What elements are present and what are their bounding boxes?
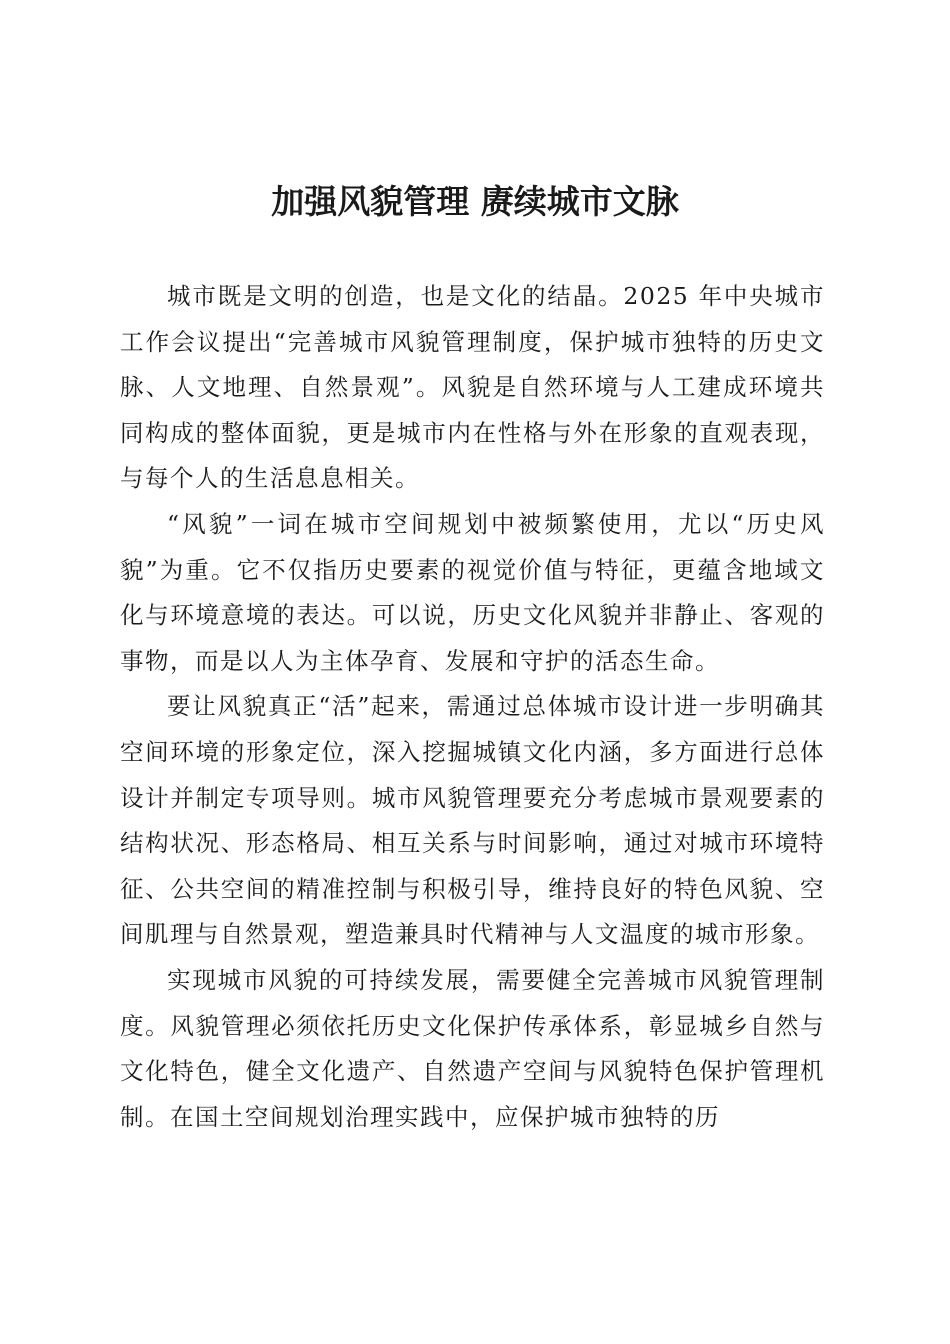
article-body <box>120 274 825 1140</box>
paragraph-2: “风貌”一词在城市空间规划中被频繁使用，尤以“历史风貌”为重。它不仅指历史要素的视觉价值与特征，更蕴含地域文化与环境意境的表达。可以说，历史文化风貌并非静止、客观的事物，而是以人为主体孕育、发展和守护的活态生命。 <box>120 509 825 675</box>
paragraph-1: 城市既是文明的创造，也是文化的结晶。2025 年中央城市工作会议提出“完善城市风貌管理制度，保护城市独特的历史文脉、人文地理、自然景观”。风貌是自然环境与人工建成环境共同构成的整体面貌，更是城市内在性格与外在形象的直观表现，与每个人的生活息息相关。 <box>120 282 825 493</box>
article-title: 加强风貌管理 赓续城市文脉 <box>271 182 679 221</box>
paragraph-3: 要让风貌真正“活”起来，需通过总体城市设计进一步明确其空间环境的形象定位，深入挖掘城镇文化内涵，多方面进行总体设计并制定专项导则。城市风貌管理要充分考虑城市景观要素的结构状况、形态格局、相互关系与时间影响，通过对城市环境特征、公共空间的精准控制与积极引导，维持良好的特色风貌、空间肌理与自然景观，塑造兼具时代精神与人文温度的城市形象。 <box>120 692 825 949</box>
paragraph-4: 实现城市风貌的可持续发展，需要健全完善城市风貌管理制度。风貌管理必须依托历史文化保护传承体系，彰显城乡自然与文化特色，健全文化遗产、自然遗产空间与风貌特色保护管理机制。在国土空间规划治理实践中，应保护城市独特的历 <box>120 965 825 1131</box>
